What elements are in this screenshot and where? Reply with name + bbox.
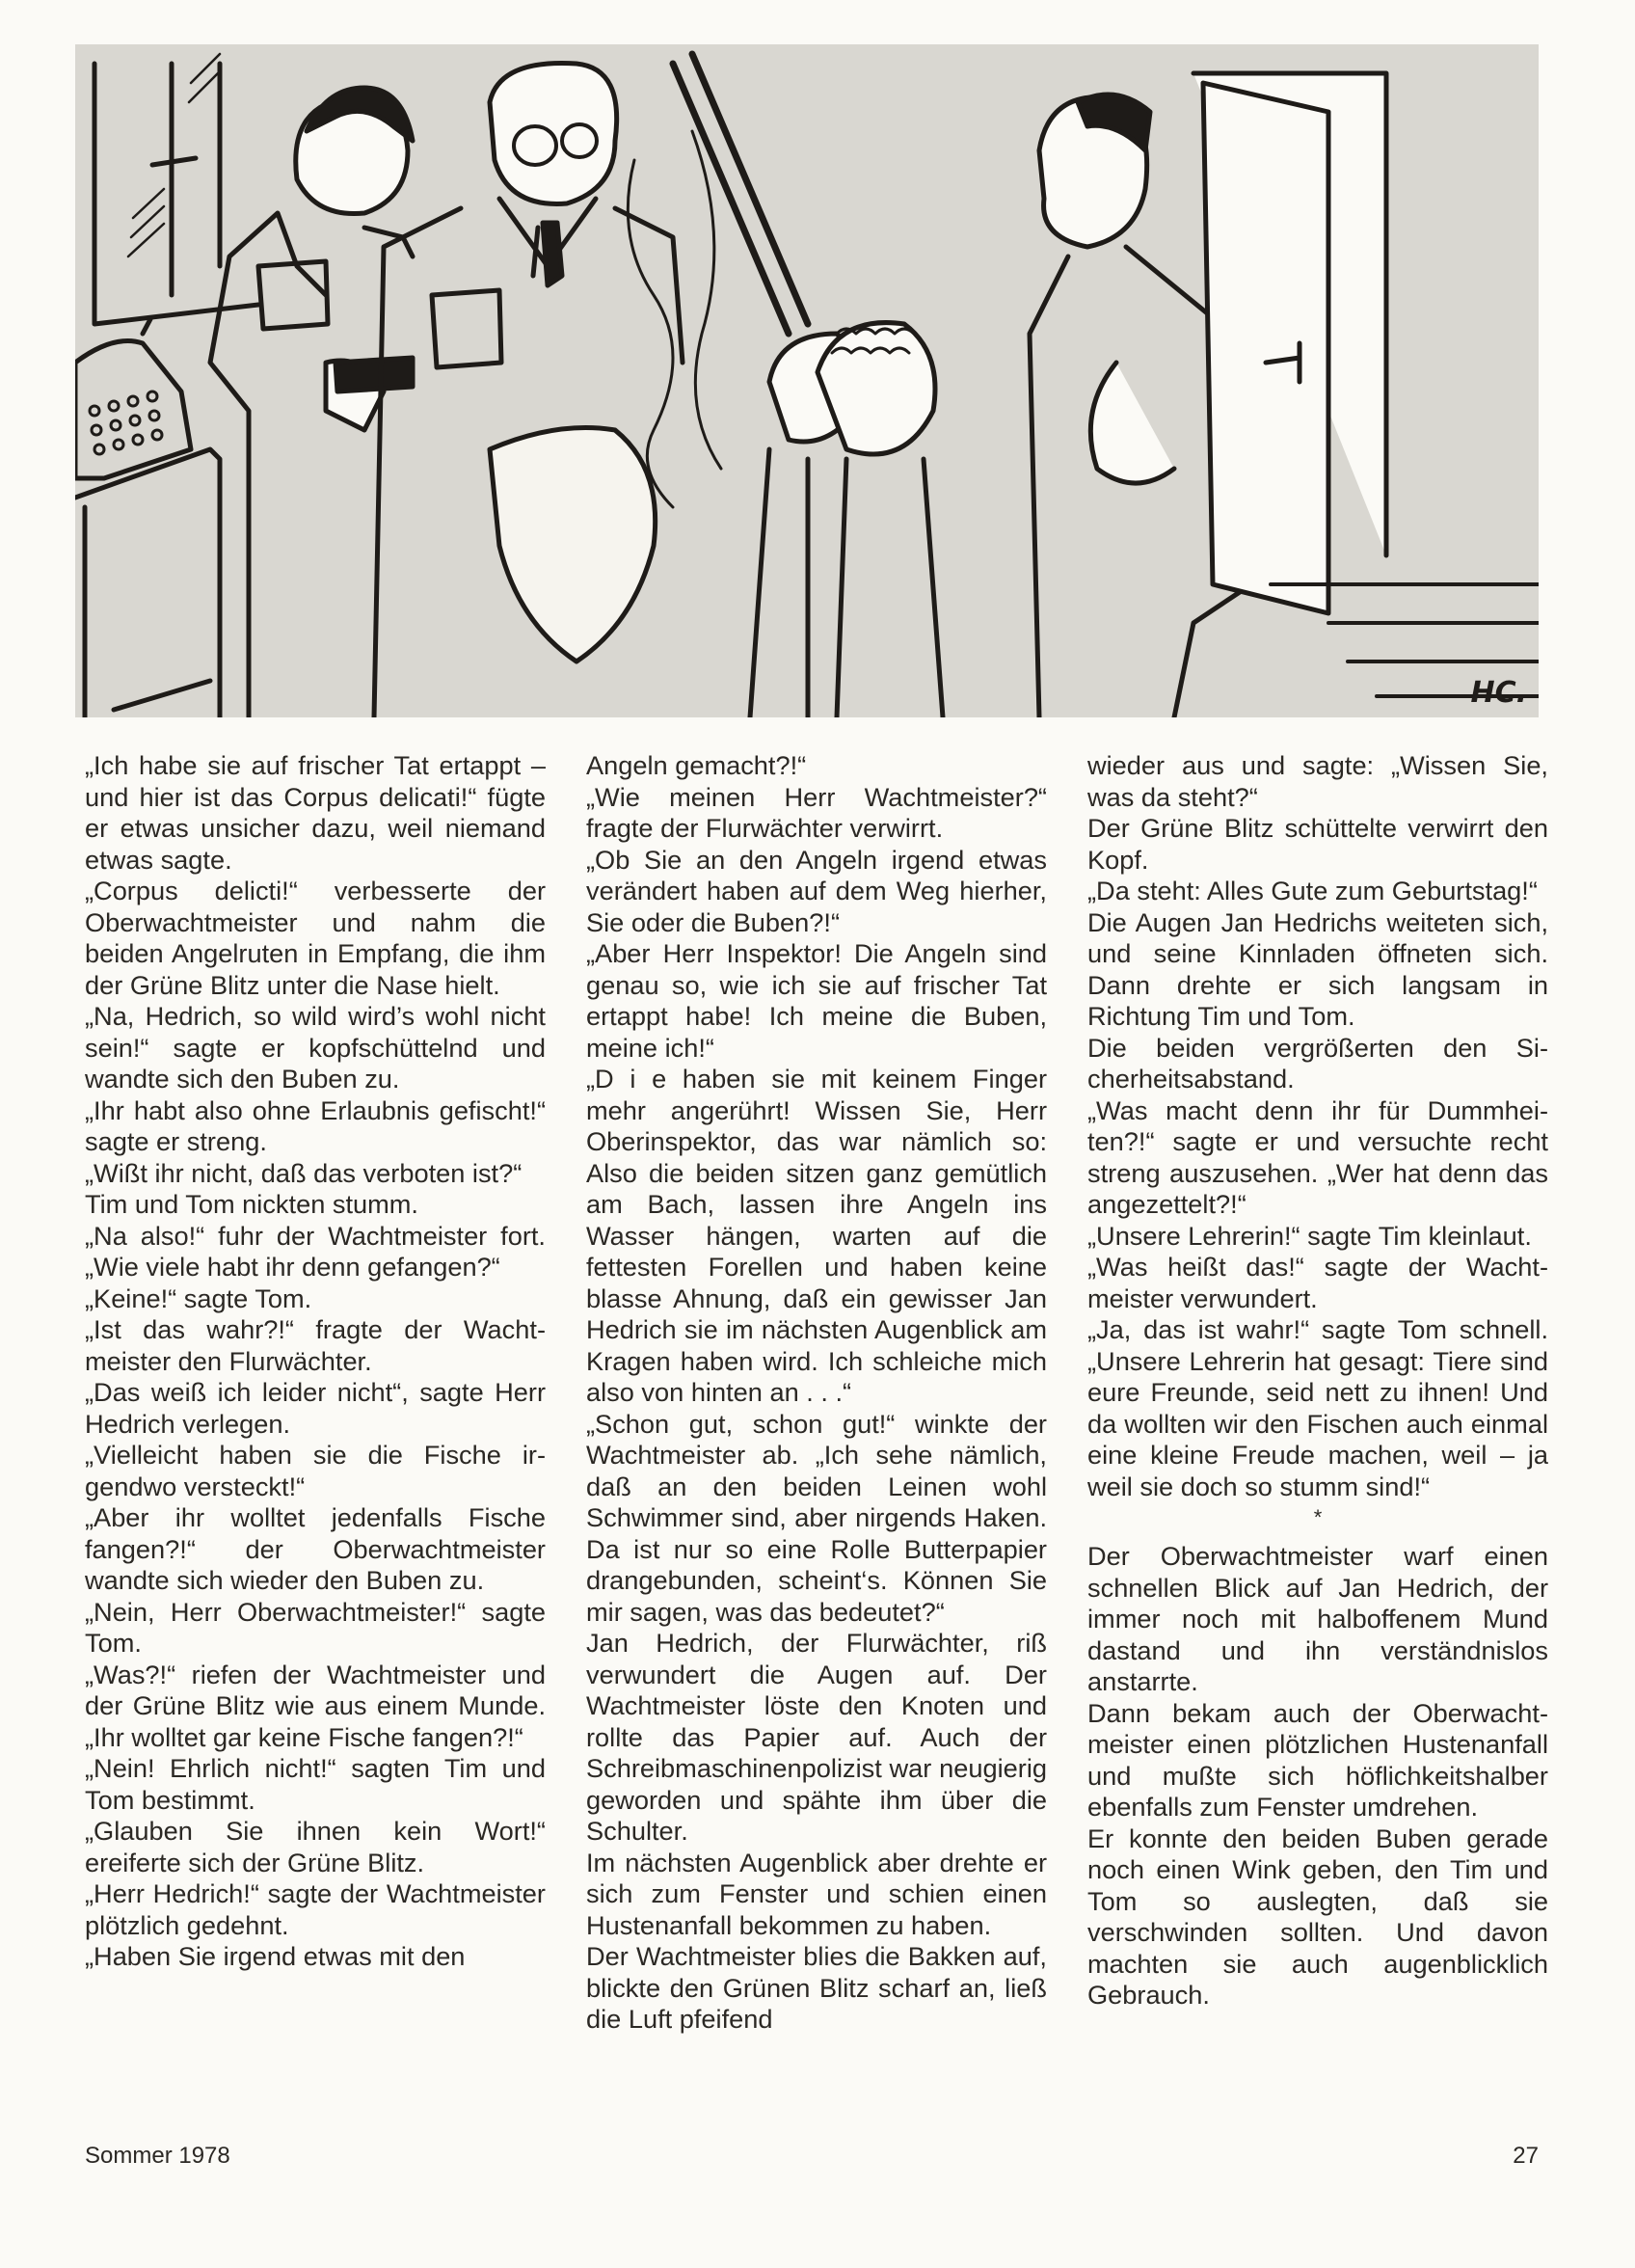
paragraph: „Ja, das ist wahr!“ sagte Tom schnell. „Unsere Lehrerin hat gesagt: Tiere sind eure Freunde, seid nett zu ihnen! Und da wollten wir den Fischen auch einmal eine kleine Freude machen, weil – ja weil sie doch so stumm sind!“ [1087, 1314, 1548, 1501]
center-policeman-pocket [432, 290, 501, 367]
left-policeman-pocket [258, 261, 328, 329]
paragraph: „Ihr habt also ohne Erlaubnis gefischt!“ sagte er streng. [85, 1094, 546, 1156]
paragraph: Der Grüne Blitz schüttelte verwirrt den Kopf. [1087, 813, 1548, 875]
boys-bodies [750, 449, 943, 717]
paragraph: „Da steht: Alles Gute zum Geburtstag!“ [1087, 876, 1538, 905]
paragraph: „Wie meinen Herr Wachtmeister?“ fragte der Flurwächter verwirrt. [586, 781, 1047, 843]
paragraph: „Vielleicht haben sie die Fische irgendwo versteckt!“ [85, 1440, 546, 1501]
paragraph: „Na also!“ fuhr der Wachtmeister fort. „Wie viele habt ihr denn gefangen?“ [85, 1220, 546, 1282]
paragraph: Im nächsten Augenblick aber drehte er sich zum Fenster und schien einen Hustenanfall bekommen zu haben. [586, 1847, 1047, 1940]
birthday-paper [490, 428, 656, 662]
paragraph: Er konnte den beiden Buben gerade noch einen Wink geben, den Tim und Tom so auslegten, daß sie verschwinden sollten. Und davon machten sie auch augenblicklich Gebrauch. [1087, 1822, 1548, 2010]
text-column-1 [85, 750, 546, 2036]
door [1193, 73, 1386, 613]
paragraph: Der Wachtmeister blies die Bakken auf, blickte den Grünen Blitz scharf an, ließ die Luft pfeifend [586, 1941, 1047, 2034]
typewriter [75, 319, 191, 478]
paragraph: Jan Hedrich, der Flurwächter, riß verwundert die Augen auf. Der Wachtmeister löste den Knoten und rollte das Papier auf. Auch der Schreibmaschinenpolizist war neugierig geworden und spähte ihm über die Schulter. [586, 1628, 1047, 1846]
artist-signature: HC. [1470, 676, 1527, 710]
paragraph: „Corpus delicti!“ verbesserte der Oberwachtmeister und nahm die beiden Angelruten in Empfang, die ihm der Grüne Blitz unter die Nase hielt. [85, 876, 546, 1000]
paragraph: „Nein! Ehrlich nicht!“ sagten Tim und Tom bestimmt. [85, 1753, 546, 1815]
paragraph: „Was macht denn ihr für Dummheiten?!“ sagte er und versuchte recht streng auszusehen. „Wer hat denn das angezettelt?!“ [1087, 1094, 1548, 1219]
paragraph: „Glauben Sie ihnen kein Wort!“ ereiferte sich der Grüne Blitz. [85, 1816, 546, 1877]
typewriter-keys [90, 392, 162, 454]
right-man-arm [1090, 363, 1174, 483]
paragraph: Der Oberwachtmeister warf einen schnellen Blick auf Jan Hedrich, der immer noch mit halboffenem Mund dastand und ihn verständnislos anstarrte. [1087, 1541, 1548, 1696]
paragraph: Angeln gemacht?!“ [586, 750, 807, 780]
paragraph: „Aber Herr Inspektor! Die Angeln sind genau so, wie ich sie auf frischer Tat ertappt habe! Ich meine die Buben, meine ich!“ [586, 938, 1047, 1063]
page-number: 27 [1513, 2143, 1539, 2169]
paragraph: Tim und Tom nickten stumm. [85, 1189, 418, 1219]
paragraph: „Aber ihr wolltet jedenfalls Fische fangen?!“ der Oberwachtmeister wandte sich wieder den Buben zu. [85, 1502, 546, 1595]
paragraph: Die beiden vergrößerten den Sicherheitsabstand. [1087, 1032, 1548, 1094]
paragraph: „D i e haben sie mit keinem Finger mehr angerührt! Wissen Sie, Herr Oberinspektor, das war nämlich so: Also die beiden sitzen ganz gemütlich am Bach, lassen ihre Angeln ins Wasser hängen, warten auf die fettesten Forellen und haben keine blasse Ahnung, daß ein gewisser Jan Hedrich sie im nächsten Augenblick am Kragen haben wird. Ich schleiche mich also von hinten an . . .“ [586, 1064, 1047, 1407]
desk [75, 449, 220, 717]
paragraph: „Schon gut, schon gut!“ winkte der Wachtmeister ab. „Ich sehe nämlich, daß an den beiden Leinen wohl Schwimmer sind, aber nirgends Haken. Da ist nur so eine Rolle Butterpapier drangebunden, scheint‘s. Können Sie mir sagen, was das bedeutet?“ [586, 1408, 1047, 1627]
section-separator: * [1313, 1505, 1323, 1529]
story-illustration [75, 44, 1539, 717]
fishing-line [628, 131, 721, 507]
text-column-2 [586, 750, 1047, 2036]
paragraph: „Herr Hedrich!“ sagte der Wachtmeister plötzlich gedehnt. [85, 1878, 546, 1940]
fishing-rod [673, 54, 808, 334]
paragraph: wieder aus und sagte: „Wissen Sie, was da steht?“ [1087, 750, 1548, 812]
paragraph: „Was?!“ riefen der Wachtmeister und der Grüne Blitz wie aus einem Munde. „Ihr wolltet gar keine Fische fangen?!“ [85, 1659, 546, 1752]
paragraph: „Na, Hedrich, so wild wird’s wohl nicht sein!“ sagte er kopfschüttelnd und wandte sich den Buben zu. [85, 1001, 546, 1094]
window-frame [94, 64, 258, 324]
issue-label: Sommer 1978 [85, 2143, 230, 2169]
paragraph: „Keine!“ sagte Tom. [85, 1282, 312, 1313]
belt [335, 358, 413, 392]
center-policeman-tie [543, 223, 562, 285]
paragraph: „Ich habe sie auf frischer Tat ertappt – und hier ist das Corpus delicati!“ fügte er etwas unsicher dazu, weil niemand etwas sagte. [85, 750, 546, 875]
text-column-3 [1087, 750, 1548, 2036]
cartoon-drawing [75, 44, 1539, 717]
paragraph: „Wißt ihr nicht, daß das verboten ist?“ [85, 1157, 523, 1188]
paragraph: Dann bekam auch der Oberwachtmeister einen plötzlichen Hustenanfall und mußte sich höflichkeitshalber ebenfalls zum Fenster umdrehen. [1087, 1697, 1548, 1822]
paragraph: „Unsere Lehrerin!“ sagte Tim kleinlaut. [1087, 1220, 1532, 1251]
paragraph: „Das weiß ich leider nicht“, sagte Herr Hedrich verlegen. [85, 1377, 546, 1439]
paragraph: „Ob Sie an den Angeln irgend etwas verändert haben auf dem Weg hierher, Sie oder die Buben?!“ [586, 844, 1047, 937]
article-body [85, 750, 1550, 2036]
paragraph: „Nein, Herr Oberwachtmeister!“ sagte Tom. [85, 1596, 546, 1658]
paragraph: „Ist das wahr?!“ fragte der Wachtmeister den Flurwächter. [85, 1314, 546, 1376]
paragraph: „Haben Sie irgend etwas mit den [85, 1941, 466, 1971]
paragraph: „Was heißt das!“ sagte der Wachtmeister verwundert. [1087, 1252, 1548, 1313]
paragraph: Die Augen Jan Hedrichs weiteten sich, und seine Kinnladen öffneten sich. Dann drehte er sich langsam in Richtung Tim und Tom. [1087, 906, 1548, 1031]
